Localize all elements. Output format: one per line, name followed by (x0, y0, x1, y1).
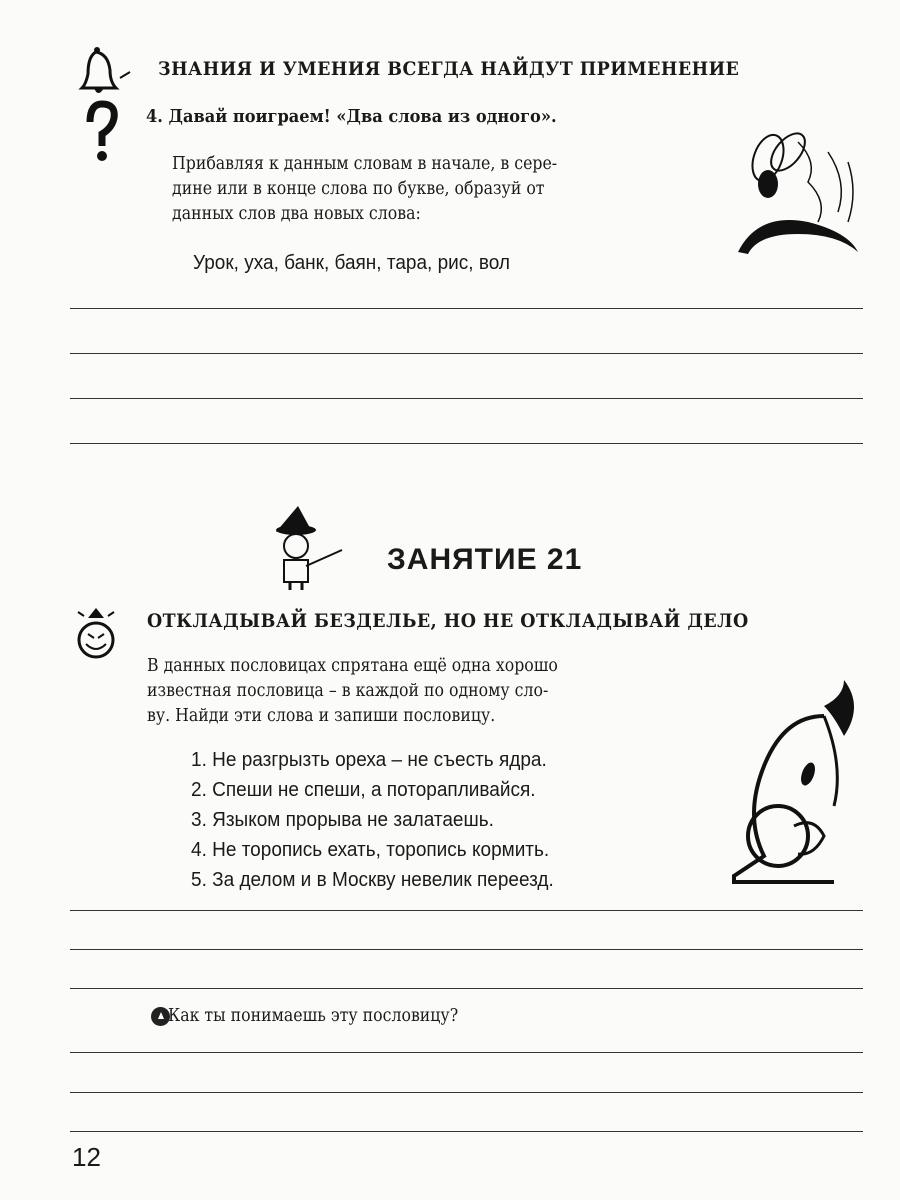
instruction-line: известная пословица – в каждой по одному сло- (147, 681, 549, 701)
lesson-title: ЗАНЯТИЕ 21 (387, 543, 583, 576)
answer-line[interactable] (70, 1092, 863, 1093)
answer-line[interactable] (70, 443, 863, 444)
answer-line[interactable] (70, 398, 863, 399)
instruction-line: Прибавляя к данным словам в начале, в сере- (172, 154, 558, 174)
bell-and-question-icon (76, 42, 136, 162)
proverb-item: 3. Языком прорыва не залатаешь. (191, 809, 494, 831)
answer-line[interactable] (70, 308, 863, 309)
answer-line[interactable] (70, 910, 863, 911)
task-title: 4. Давай поиграем! «Два слова из одного». (146, 106, 557, 127)
section-heading: ОТКЛАДЫВАЙ БЕЗДЕЛЬЕ, НО НЕ ОТКЛАДЫВАЙ ДЕЛО (147, 610, 749, 632)
instruction-text (172, 152, 557, 227)
page-number: 12 (72, 1142, 101, 1172)
instruction-line: В данных пословицах спрятана ещё одна хорошо (147, 656, 558, 676)
proverb-list (191, 745, 554, 895)
alarm-clock-icon (74, 604, 118, 664)
instruction-line: ву. Найди эти слова и запиши пословицу. (147, 706, 496, 726)
question-text: Как ты понимаешь эту пословицу? (168, 1006, 459, 1026)
proverb-item: 5. За делом и в Москву невелик переезд. (191, 869, 554, 891)
instruction-text (147, 654, 558, 729)
proverb-item: 2. Спеши не спеши, а поторапливайся. (191, 779, 536, 801)
proverb-item: 1. Не разгрызть ореха – не съесть ядра. (191, 749, 547, 771)
proverb-item: 4. Не торопись ехать, торопись кормить. (191, 839, 550, 861)
instruction-line: данных слов два новых слова: (172, 204, 421, 224)
instruction-line: дине или в конце слова по букве, образуй от (172, 179, 545, 199)
answer-line[interactable] (70, 353, 863, 354)
word-list: Урок, уха, банк, баян, тара, рис, вол (193, 252, 510, 274)
answer-line[interactable] (70, 988, 863, 989)
fly-illustration-icon (728, 122, 868, 262)
squirrel-illustration-icon (724, 676, 870, 886)
teacher-pointer-icon (268, 502, 344, 592)
section-heading: ЗНАНИЯ И УМЕНИЯ ВСЕГДА НАЙДУТ ПРИМЕНЕНИЕ (158, 58, 740, 80)
answer-line[interactable] (70, 1052, 863, 1053)
answer-line[interactable] (70, 1131, 863, 1132)
answer-line[interactable] (70, 949, 863, 950)
